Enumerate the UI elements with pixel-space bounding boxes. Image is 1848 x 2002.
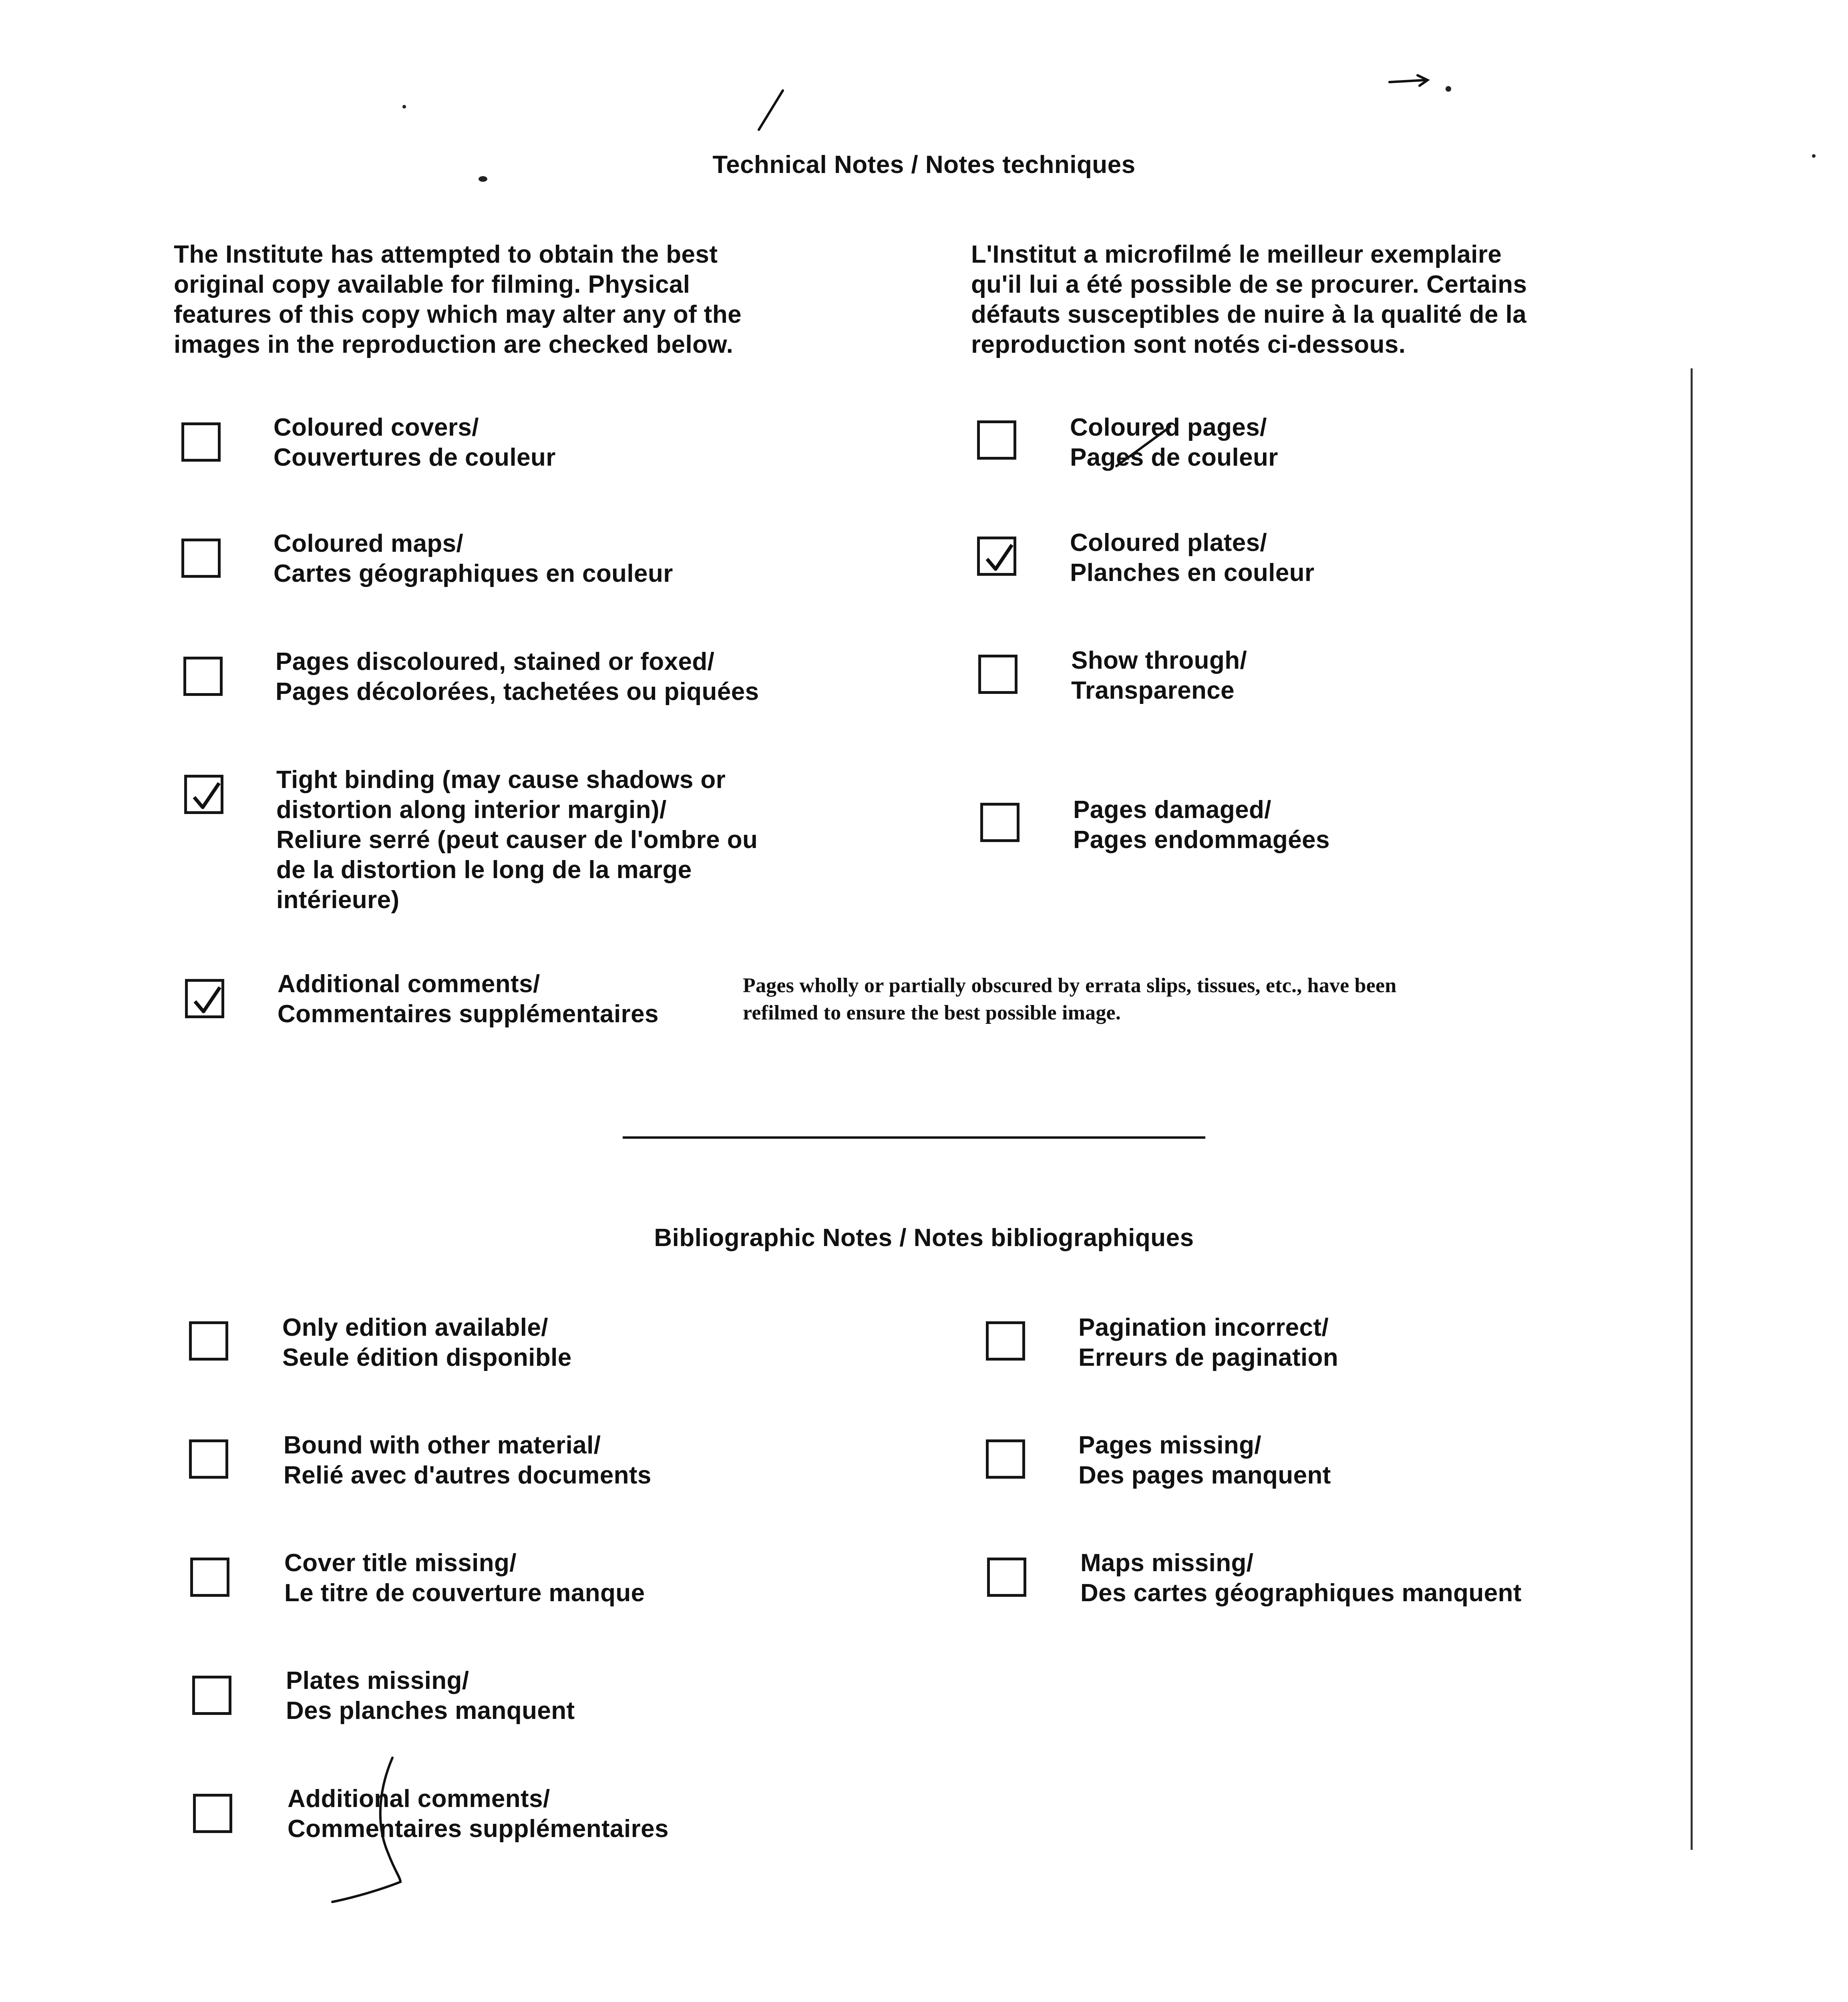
checkbox-show-through[interactable] — [978, 655, 1018, 694]
checkbox-tight-binding[interactable] — [184, 775, 223, 814]
checkbox-bound-with-other[interactable] — [189, 1439, 228, 1479]
checkbox-coloured-pages[interactable] — [977, 420, 1016, 460]
item-show-through: Show through/ Transparence — [1071, 647, 1247, 704]
item-coloured-pages: Coloured pages/ Pages de couleur — [1070, 414, 1278, 471]
checkbox-pages-damaged[interactable] — [980, 803, 1020, 842]
pen-mark — [1113, 424, 1173, 468]
checkbox-maps-missing[interactable] — [987, 1558, 1026, 1597]
checkbox-pages-missing[interactable] — [986, 1439, 1025, 1479]
additional-comments-text: Pages wholly or partially obscured by errata slips, tissues, etc., have been refilmed to ensure the best possible image. — [743, 974, 1397, 1024]
checkbox-cover-title-missing[interactable] — [190, 1558, 229, 1597]
checkbox-coloured-covers[interactable] — [181, 422, 221, 462]
checkbox-coloured-plates[interactable] — [977, 537, 1016, 576]
item-pages-discoloured: Pages discoloured, stained or foxed/ Pages décolorées, tachetées ou piquées — [275, 648, 759, 706]
item-cover-title-missing: Cover title missing/ Le titre de couverture manque — [284, 1549, 645, 1607]
pen-stroke — [328, 1754, 408, 1906]
item-additional-comments-technical: Additional comments/ Commentaires supplémentaires — [278, 970, 659, 1028]
checkmark-icon — [191, 781, 222, 812]
speck — [479, 176, 487, 182]
item-tight-binding: Tight binding (may cause shadows or distortion along interior margin)/ Reliure serré (peut causer de l'ombre ou de la distortion le long de la marge intérieure) — [276, 766, 758, 914]
pen-slash — [755, 88, 787, 132]
margin-line — [1691, 368, 1693, 1850]
checkbox-pagination-incorrect[interactable] — [986, 1321, 1025, 1361]
technical-notes-heading: Technical Notes / Notes techniques — [712, 151, 1136, 179]
checkbox-additional-comments-technical[interactable] — [185, 979, 224, 1018]
checkmark-icon — [192, 985, 223, 1016]
item-only-edition: Only edition available/ Seule édition disponible — [282, 1314, 572, 1371]
bibliographic-notes-heading: Bibliographic Notes / Notes bibliographiques — [654, 1224, 1194, 1252]
speck — [1812, 154, 1816, 158]
item-pages-damaged: Pages damaged/ Pages endommagées — [1073, 796, 1330, 854]
speck — [1446, 86, 1451, 92]
item-maps-missing: Maps missing/ Des cartes géographiques manquent — [1080, 1549, 1522, 1607]
item-additional-comments-bibliographic: Additional comments/ Commentaires supplémentaires — [288, 1785, 669, 1843]
item-bound-with-other: Bound with other material/ Relié avec d'autres documents — [284, 1431, 652, 1489]
technical-intro-english: The Institute has attempted to obtain the best original copy available for filming. Physical features of this copy which may alter any of the images in the reproduction are checked below. — [174, 241, 742, 358]
pen-arrow — [1388, 72, 1432, 92]
checkbox-only-edition[interactable] — [189, 1321, 228, 1361]
checkbox-pages-discoloured[interactable] — [183, 657, 223, 696]
checkbox-plates-missing[interactable] — [192, 1676, 231, 1715]
checkmark-icon — [984, 543, 1015, 574]
item-pages-missing: Pages missing/ Des pages manquent — [1078, 1431, 1331, 1489]
item-plates-missing: Plates missing/ Des planches manquent — [286, 1667, 575, 1725]
section-divider — [623, 1136, 1205, 1139]
item-coloured-plates: Coloured plates/ Planches en couleur — [1070, 529, 1315, 587]
technical-intro-french: L'Institut a microfilmé le meilleur exemplaire qu'il lui a été possible de se procurer. Certains défauts susceptibles de nuire à la qualité de la reproduction sont notés ci-dessous. — [971, 241, 1527, 358]
item-coloured-maps: Coloured maps/ Cartes géographiques en couleur — [273, 530, 673, 587]
checkbox-additional-comments-bibliographic[interactable] — [193, 1794, 232, 1833]
speck — [402, 105, 406, 109]
item-pagination-incorrect: Pagination incorrect/ Erreurs de pagination — [1078, 1314, 1339, 1371]
checkbox-coloured-maps[interactable] — [181, 539, 221, 578]
item-coloured-covers: Coloured covers/ Couvertures de couleur — [273, 414, 556, 471]
